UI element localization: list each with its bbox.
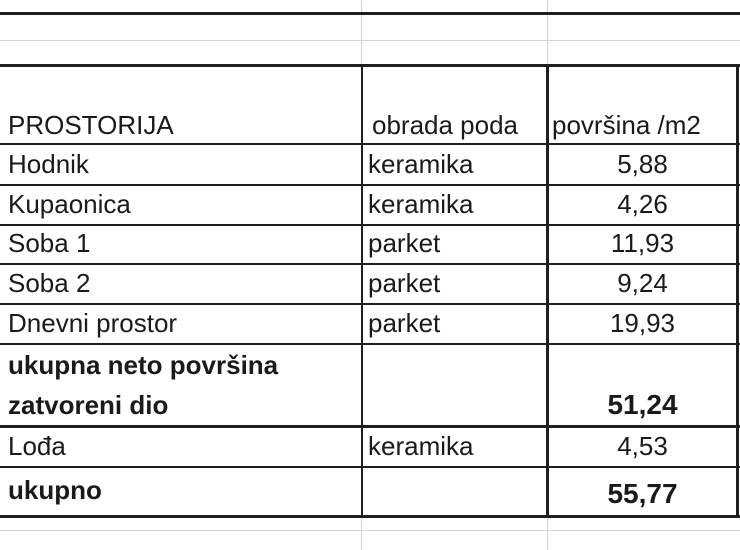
room-area: 9,24 [617,268,668,298]
header-bottom-border [0,143,740,145]
row-border [0,303,740,305]
floor-finish: parket [368,308,441,338]
room-area: 4,26 [617,189,668,219]
room-area: 5,88 [617,149,668,179]
room-name: Hodnik [8,149,89,179]
table-top-border [0,64,740,67]
floor-finish: keramika [368,149,474,179]
top-border [0,12,740,15]
room-area: 19,93 [609,308,676,338]
floor-finish: parket [368,228,441,258]
table-right-border [736,64,739,518]
column-border [361,64,363,518]
row-border [0,425,740,428]
gridline [0,40,740,41]
room-area: 11,93 [610,228,675,258]
floor-finish: parket [368,268,441,298]
row-border [0,224,740,226]
row-border [0,263,740,265]
room-name: Kupaonica [8,189,131,219]
room-name: Soba 1 [8,228,91,258]
room-name: Soba 2 [8,268,91,298]
room-area: 4,53 [617,431,668,461]
grand-total-label: ukupno [8,475,102,505]
header-room: PROSTORIJA [8,110,174,140]
grand-total-value: 55,77 [607,478,678,509]
room-name: Lođa [8,431,66,461]
row-border [0,343,740,345]
row-border [0,184,740,186]
net-total-label-line2: zatvoreni dio [8,390,169,420]
header-area: površina /m2 [552,110,701,140]
table-bottom-border [0,515,740,518]
row-border [0,466,740,468]
net-total-value: 51,24 [607,389,678,420]
header-finish: obrada poda [372,110,519,140]
floor-finish: keramika [368,431,474,461]
net-total-label-line1: ukupna neto površina [8,350,279,380]
gridline [0,530,740,531]
floor-finish: keramika [368,189,474,219]
room-name: Dnevni prostor [8,308,178,338]
